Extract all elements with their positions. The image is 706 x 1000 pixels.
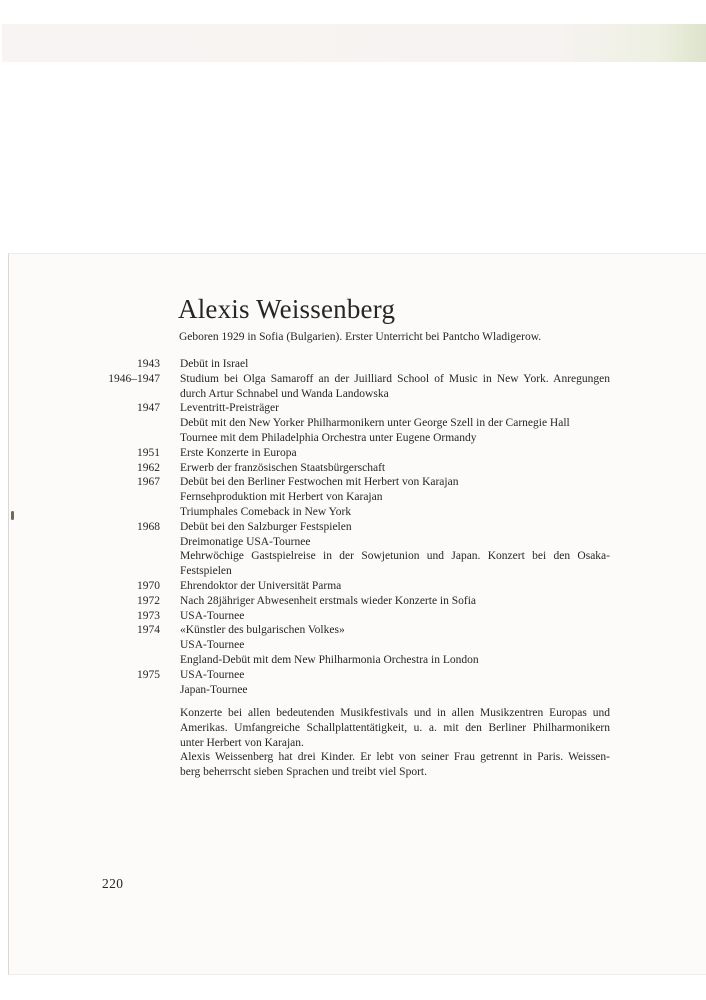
- timeline-events: [180, 401, 610, 445]
- timeline-event-line: Erwerb der französischen Staatsbürgerschaft: [180, 461, 386, 474]
- paragraph-line: unter Herbert von Karajan.: [180, 736, 304, 749]
- timeline-event-line: Erste Konzerte in Europa: [180, 446, 297, 459]
- closing-text: [180, 706, 610, 780]
- timeline-row: [95, 446, 610, 461]
- timeline-events: [180, 668, 610, 698]
- timeline-event-line: Japan-Tournee: [180, 683, 248, 696]
- timeline-row: [95, 668, 610, 698]
- timeline-row: [95, 401, 610, 445]
- paragraph-line: Amerikas. Umfangreiche Schallplattentätigkeit, u. a. mit den Berliner Philharmonikern: [180, 721, 610, 734]
- timeline-year: 1962: [137, 461, 160, 474]
- timeline-events: [180, 520, 610, 579]
- timeline-row: [95, 609, 610, 624]
- timeline-year: 1951: [137, 446, 160, 459]
- timeline-event-line: Mehrwöchige Gastspielreise in der Sowjetunion und Japan. Konzert bei den Osaka-: [180, 550, 610, 563]
- page-number: 220: [102, 876, 124, 891]
- timeline-row: [95, 461, 610, 476]
- timeline-events: [180, 579, 610, 594]
- timeline-event-line: Debüt in Israel: [180, 358, 249, 370]
- timeline-year: 1967: [137, 476, 160, 489]
- timeline-events: [180, 475, 610, 519]
- timeline-event-line: Fernsehproduktion mit Herbert von Karajan: [180, 491, 383, 504]
- timeline-year: 1968: [137, 520, 160, 533]
- timeline-year: 1974: [137, 624, 160, 637]
- timeline-row: [95, 579, 610, 594]
- timeline-event-line: Studium bei Olga Samaroff an der Juilliard School of Music in New York. Anregungen: [180, 372, 610, 385]
- paragraph-line: Konzerte bei allen bedeutenden Musikfestivals und in allen Musikzentren Europas und: [180, 707, 610, 719]
- biography-timeline: [95, 357, 610, 697]
- timeline-event-line: USA-Tournee: [180, 609, 245, 622]
- timeline-event-line: Debüt bei den Salzburger Festspielen: [180, 520, 352, 533]
- timeline-year: 1973: [137, 609, 160, 622]
- timeline-event-line: durch Artur Schnabel und Wanda Landowska: [180, 387, 389, 400]
- paragraph-line: berg beherrscht sieben Sprachen und treibt viel Sport.: [180, 766, 427, 779]
- timeline-event-line: Nach 28jähriger Abwesenheit erstmals wieder Konzerte in Sofia: [180, 594, 477, 607]
- timeline-event-line: Triumphales Comeback in New York: [180, 505, 352, 518]
- timeline-events: [180, 446, 610, 461]
- timeline-year: 1972: [137, 594, 160, 607]
- timeline-events: [180, 357, 610, 372]
- timeline-row: [95, 357, 610, 372]
- timeline-year: 1946–1947: [108, 372, 160, 385]
- timeline-row: [95, 520, 610, 579]
- timeline-row: [95, 623, 610, 667]
- page-title: Alexis Weissenberg: [178, 294, 396, 324]
- timeline-event-line: England-Debüt mit dem New Philharmonia Orchestra in London: [180, 653, 479, 666]
- scan-edge-band: [2, 24, 706, 62]
- timeline-event-line: Tournee mit dem Philadelphia Orchestra unter Eugene Ormandy: [180, 431, 477, 444]
- timeline-events: [180, 623, 610, 667]
- scan-speck: [11, 511, 14, 520]
- paragraph-line: Alexis Weissenberg hat drei Kinder. Er lebt von seiner Frau getrennt in Paris. Weissen-: [180, 751, 610, 764]
- timeline-event-line: USA-Tournee: [180, 639, 245, 652]
- closing-paragraph: [180, 706, 610, 750]
- timeline-event-line: Leventritt-Preisträger: [180, 402, 279, 415]
- timeline-events: [180, 609, 610, 624]
- timeline-event-line: Dreimonatige USA-Tournee: [180, 535, 311, 548]
- timeline-events: [180, 461, 610, 476]
- timeline-row: [95, 594, 610, 609]
- timeline-event-line: Debüt bei den Berliner Festwochen mit Herbert von Karajan: [180, 476, 459, 489]
- timeline-row: [95, 475, 610, 519]
- timeline-event-line: «Künstler des bulgarischen Volkes»: [180, 624, 345, 637]
- timeline-year: 1943: [137, 358, 160, 370]
- timeline-year: 1970: [137, 579, 160, 592]
- timeline-events: [180, 594, 610, 609]
- timeline-year: 1947: [137, 402, 160, 415]
- timeline-event-line: Debüt mit den New Yorker Philharmonikern unter George Szell in der Carnegie Hall: [180, 417, 570, 430]
- closing-paragraph: [180, 750, 610, 780]
- timeline-row: [95, 372, 610, 402]
- timeline-event-line: Ehrendoktor der Universität Parma: [180, 579, 342, 592]
- timeline-event-line: USA-Tournee: [180, 668, 245, 681]
- timeline-year: 1975: [137, 668, 160, 681]
- timeline-events: [180, 372, 610, 402]
- birth-note: Geboren 1929 in Sofia (Bulgarien). Erster Unterricht bei Pantcho Wladigerow.: [179, 331, 542, 343]
- timeline-event-line: Festspielen: [180, 565, 232, 578]
